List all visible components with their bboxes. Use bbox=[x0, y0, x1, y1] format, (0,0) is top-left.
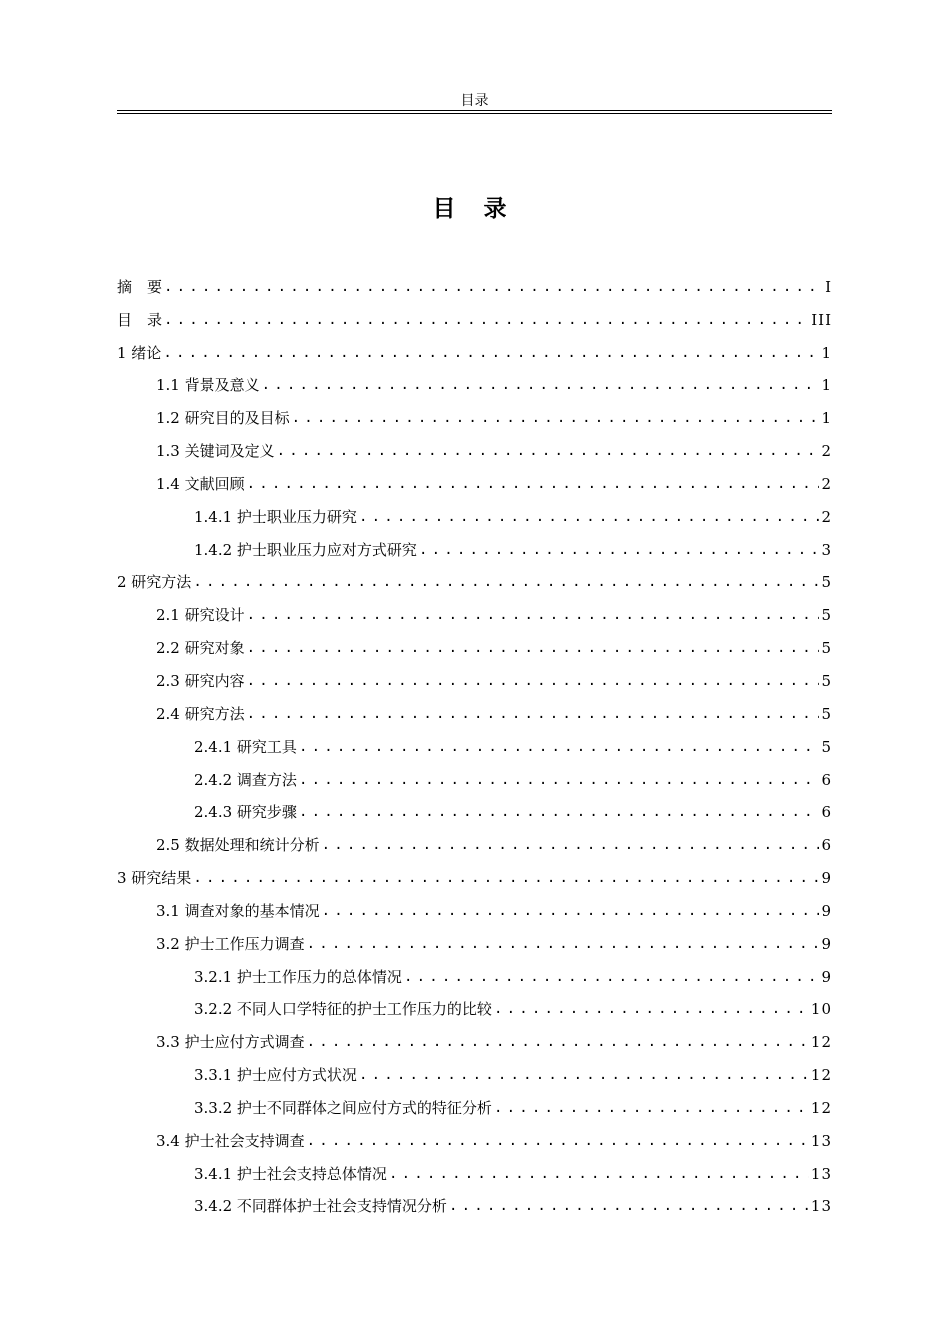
toc-leader-dots bbox=[359, 1065, 809, 1085]
toc-entry-label: 3.4 护士社会支持调查 bbox=[156, 1131, 305, 1150]
toc-leader-dots bbox=[247, 638, 820, 658]
toc-entry[interactable] bbox=[117, 299, 832, 332]
toc-leader-dots bbox=[193, 868, 819, 888]
toc-entry-label: 1.4 文献回顾 bbox=[156, 474, 245, 493]
toc-entry-page: 9 bbox=[821, 934, 832, 953]
toc-entry-page: 12 bbox=[810, 1033, 832, 1052]
toc-entry-page: 13 bbox=[810, 1197, 832, 1216]
header-rule-bottom bbox=[117, 113, 832, 114]
toc-entry-page: 1 bbox=[821, 409, 832, 428]
toc-entry-label: 2.4 研究方法 bbox=[156, 704, 245, 723]
toc-entry-label: 2.3 研究内容 bbox=[156, 671, 245, 690]
toc-entry-page: 5 bbox=[821, 639, 832, 658]
toc-entry-page: 1 bbox=[821, 343, 832, 362]
toc-leader-dots bbox=[449, 1196, 809, 1216]
toc-leader-dots bbox=[322, 835, 820, 855]
toc-leader-dots bbox=[322, 901, 820, 921]
running-header: 目录 bbox=[460, 93, 489, 109]
toc-entry[interactable] bbox=[117, 397, 832, 430]
toc-entry-page: 5 bbox=[821, 606, 832, 625]
toc-entry[interactable] bbox=[117, 824, 832, 857]
toc-entry[interactable] bbox=[117, 923, 832, 956]
toc-entry-label: 1.3 关键词及定义 bbox=[156, 442, 275, 461]
toc-leader-dots bbox=[292, 408, 820, 428]
toc-entry[interactable] bbox=[117, 1087, 832, 1120]
toc-entry[interactable] bbox=[117, 759, 832, 792]
toc-entry-label: 2.5 数据处理和统计分析 bbox=[156, 836, 320, 855]
toc-entry-label: 1.4.1 护士职业压力研究 bbox=[194, 507, 357, 526]
toc-entry-label: 2.1 研究设计 bbox=[156, 606, 245, 625]
toc-leader-dots bbox=[299, 737, 820, 757]
toc-entry[interactable] bbox=[117, 627, 832, 660]
toc-entry[interactable] bbox=[117, 890, 832, 923]
toc-entry-label: 3.4.1 护士社会支持总体情况 bbox=[194, 1164, 387, 1183]
toc-entry-page: 13 bbox=[810, 1164, 832, 1183]
toc-entry[interactable] bbox=[117, 266, 832, 299]
toc-leader-dots bbox=[247, 671, 820, 691]
toc-leader-dots bbox=[307, 1032, 809, 1052]
toc-entry[interactable] bbox=[117, 1186, 832, 1219]
toc-entry-page: 2 bbox=[821, 507, 832, 526]
toc-entry-page: 9 bbox=[821, 967, 832, 986]
toc-entry[interactable] bbox=[117, 594, 832, 627]
toc-entry[interactable] bbox=[117, 956, 832, 989]
toc-entry-page: 6 bbox=[821, 770, 832, 789]
toc-entry-label: 1.4.2 护士职业压力应对方式研究 bbox=[194, 540, 417, 559]
toc-leader-dots bbox=[247, 704, 820, 724]
toc-leader-dots bbox=[262, 375, 820, 395]
toc-entry-label: 1 绪论 bbox=[117, 343, 162, 362]
toc-leader-dots bbox=[277, 441, 820, 461]
toc-entry-page: 9 bbox=[821, 869, 832, 888]
toc-entry-page: 2 bbox=[821, 474, 832, 493]
toc-entry-page: 9 bbox=[821, 901, 832, 920]
toc-entry-label: 3.4.2 不同群体护士社会支持情况分析 bbox=[194, 1197, 447, 1216]
toc-entry[interactable] bbox=[117, 857, 832, 890]
header-rule-top bbox=[117, 110, 832, 111]
toc-entry[interactable] bbox=[117, 562, 832, 595]
page-title: 目 录 bbox=[432, 195, 517, 222]
toc-entry-label: 1.2 研究目的及目标 bbox=[156, 409, 290, 428]
toc-entry-page: 10 bbox=[810, 1000, 832, 1019]
toc-entry[interactable] bbox=[117, 332, 832, 365]
toc-entry-label: 摘 要 bbox=[117, 277, 163, 296]
toc-entry-label: 3.1 调查对象的基本情况 bbox=[156, 901, 320, 920]
toc-entry-page: 12 bbox=[810, 1066, 832, 1085]
toc-leader-dots bbox=[247, 605, 820, 625]
toc-entry[interactable] bbox=[117, 1120, 832, 1153]
toc-entry-label: 2.4.1 研究工具 bbox=[194, 737, 297, 756]
toc-entry[interactable] bbox=[117, 529, 832, 562]
toc-entry[interactable] bbox=[117, 463, 832, 496]
toc-entry-label: 3.3.1 护士应付方式状况 bbox=[194, 1066, 357, 1085]
toc-entry[interactable] bbox=[117, 1054, 832, 1087]
toc-leader-dots bbox=[494, 999, 809, 1019]
toc-leader-dots bbox=[494, 1098, 809, 1118]
toc-entry[interactable] bbox=[117, 792, 832, 825]
toc-entry-page: 6 bbox=[821, 836, 832, 855]
toc-entry[interactable] bbox=[117, 1021, 832, 1054]
toc-entry-label: 2.4.3 研究步骤 bbox=[194, 803, 297, 822]
toc-leader-dots bbox=[299, 770, 820, 790]
table-of-contents bbox=[117, 266, 832, 1218]
toc-entry-label: 2.2 研究对象 bbox=[156, 639, 245, 658]
toc-leader-dots bbox=[164, 310, 809, 330]
toc-entry-page: 3 bbox=[821, 540, 832, 559]
toc-entry-label: 3.3.2 护士不同群体之间应付方式的特征分析 bbox=[194, 1098, 492, 1117]
toc-entry[interactable] bbox=[117, 1153, 832, 1186]
toc-entry-label: 2.4.2 调查方法 bbox=[194, 770, 297, 789]
toc-entry[interactable] bbox=[117, 989, 832, 1022]
toc-leader-dots bbox=[419, 540, 820, 560]
toc-entry-label: 1.1 背景及意义 bbox=[156, 376, 260, 395]
toc-entry-page: 12 bbox=[810, 1098, 832, 1117]
toc-entry-label: 3.3 护士应付方式调查 bbox=[156, 1033, 305, 1052]
toc-leader-dots bbox=[389, 1164, 809, 1184]
toc-entry-label: 3.2 护士工作压力调查 bbox=[156, 934, 305, 953]
toc-entry-label: 3 研究结果 bbox=[117, 869, 192, 888]
toc-entry-page: 5 bbox=[821, 737, 832, 756]
toc-leader-dots bbox=[359, 507, 820, 527]
toc-entry[interactable] bbox=[117, 496, 832, 529]
toc-entry-label: 3.2.2 不同人口学特征的护士工作压力的比较 bbox=[194, 1000, 492, 1019]
toc-leader-dots bbox=[164, 277, 823, 297]
toc-leader-dots bbox=[163, 343, 819, 363]
toc-entry-page: 5 bbox=[821, 704, 832, 723]
toc-entry[interactable] bbox=[117, 693, 832, 726]
toc-entry[interactable] bbox=[117, 660, 832, 693]
toc-entry-page: III bbox=[811, 310, 832, 329]
toc-leader-dots bbox=[247, 474, 820, 494]
toc-entry[interactable] bbox=[117, 430, 832, 463]
toc-entry-label: 目 录 bbox=[117, 310, 163, 329]
toc-leader-dots bbox=[193, 572, 819, 592]
toc-entry-page: 13 bbox=[810, 1131, 832, 1150]
toc-leader-dots bbox=[404, 967, 820, 987]
toc-entry-label: 2 研究方法 bbox=[117, 573, 192, 592]
toc-leader-dots bbox=[307, 934, 820, 954]
toc-entry-page: 2 bbox=[821, 442, 832, 461]
toc-entry-label: 3.2.1 护士工作压力的总体情况 bbox=[194, 967, 402, 986]
toc-entry-page: I bbox=[825, 277, 832, 296]
toc-leader-dots bbox=[299, 802, 820, 822]
toc-entry-page: 5 bbox=[821, 671, 832, 690]
toc-entry-page: 5 bbox=[821, 573, 832, 592]
toc-leader-dots bbox=[307, 1131, 809, 1151]
toc-entry[interactable] bbox=[117, 726, 832, 759]
toc-entry-page: 6 bbox=[821, 803, 832, 822]
toc-entry-page: 1 bbox=[821, 376, 832, 395]
toc-entry[interactable] bbox=[117, 365, 832, 398]
